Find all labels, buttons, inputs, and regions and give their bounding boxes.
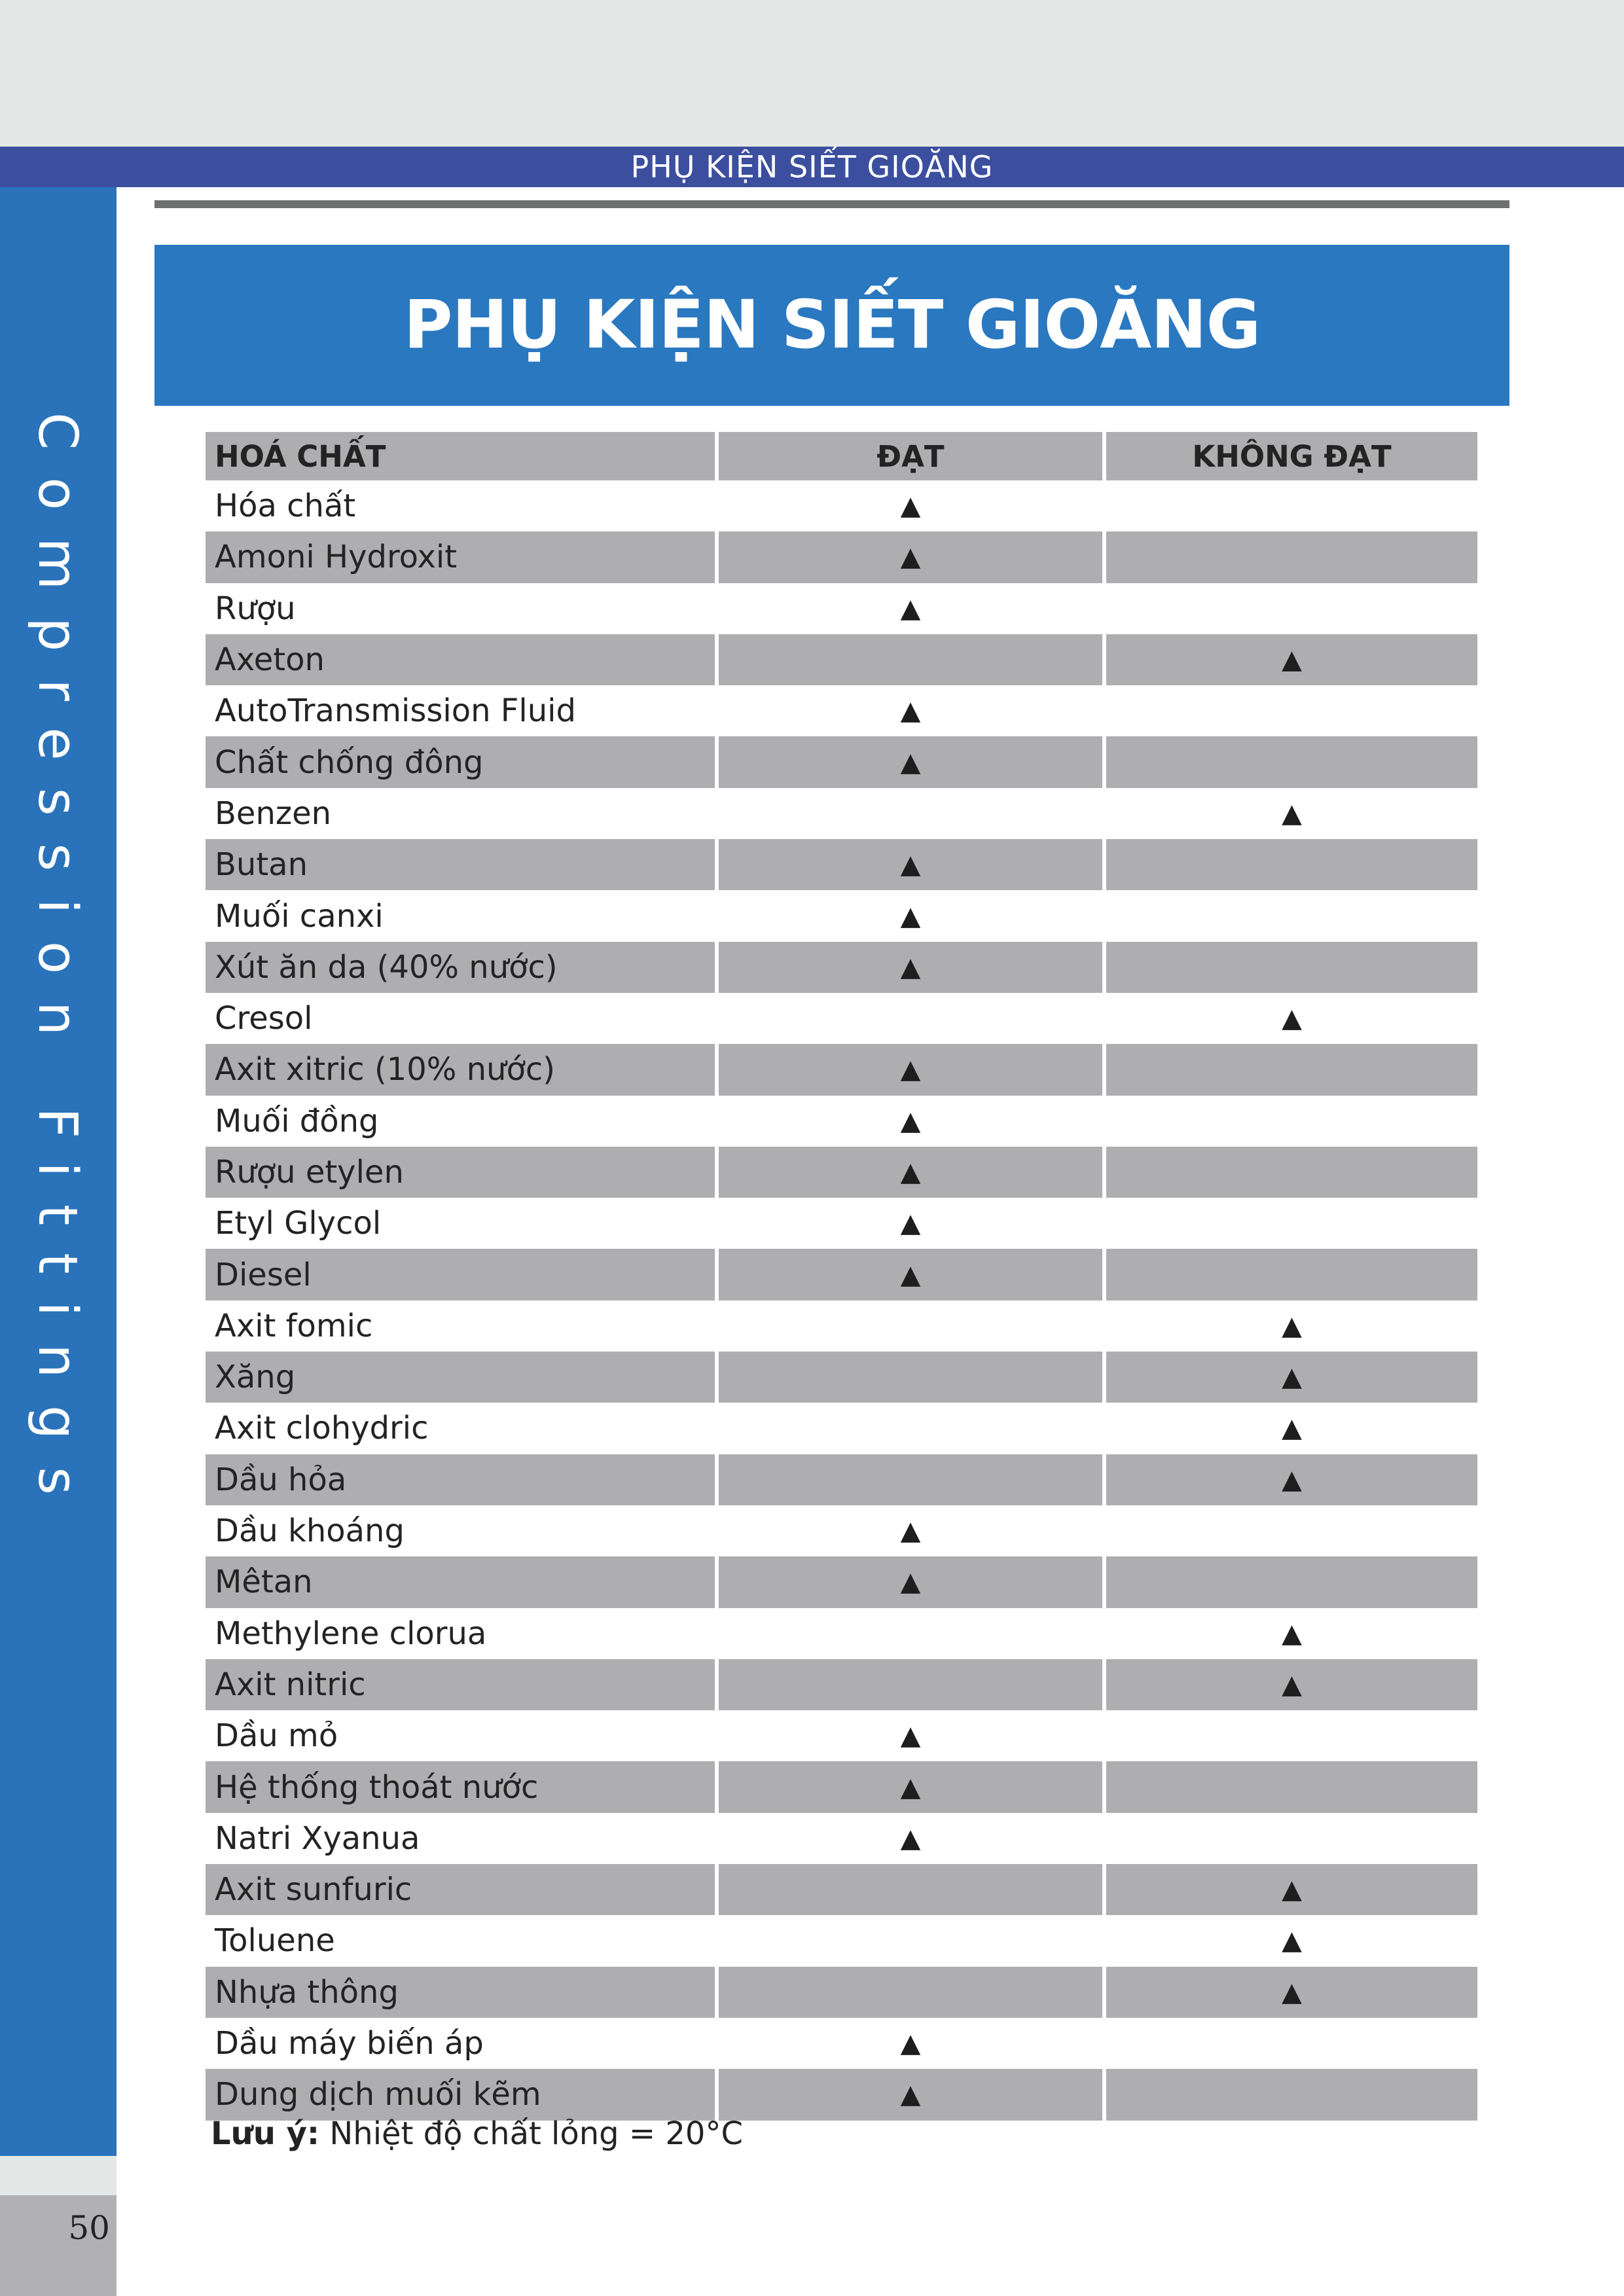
fail-cell	[1106, 1556, 1477, 1607]
chemical-name: Cresol	[215, 1000, 313, 1037]
fail-cell	[1106, 1864, 1477, 1915]
table-row	[206, 839, 1477, 890]
column-header-pass: ĐẠT	[719, 432, 1102, 480]
pass-cell	[719, 685, 1102, 736]
fail-cell	[1106, 736, 1477, 787]
pass-cell	[719, 634, 1102, 685]
triangle-mark-icon: ▲	[900, 1208, 921, 1239]
triangle-mark-icon: ▲	[900, 1105, 921, 1136]
table-row	[206, 583, 1477, 634]
pass-cell	[719, 1044, 1102, 1095]
triangle-mark-icon: ▲	[900, 491, 921, 522]
table-row	[206, 1710, 1477, 1761]
fail-cell	[1106, 2018, 1477, 2069]
top-band	[0, 0, 1624, 147]
triangle-mark-icon: ▲	[1282, 1003, 1302, 1034]
triangle-mark-icon: ▲	[900, 1516, 921, 1547]
table-row	[206, 890, 1477, 941]
table-row	[206, 1608, 1477, 1659]
table-row	[206, 480, 1477, 531]
table-row	[206, 1249, 1477, 1300]
table-row	[206, 993, 1477, 1044]
fail-cell	[1106, 839, 1477, 890]
chemical-name: Benzen	[215, 795, 332, 832]
fail-cell	[1106, 1813, 1477, 1864]
pass-cell	[719, 1864, 1102, 1915]
table-row	[206, 736, 1477, 787]
table-row	[206, 1147, 1477, 1198]
column-header-chemical: HOÁ CHẤT	[206, 432, 715, 480]
fail-cell	[1106, 1608, 1477, 1659]
triangle-mark-icon: ▲	[900, 1054, 921, 1085]
triangle-mark-icon: ▲	[900, 696, 921, 726]
chemical-name: Axit clohydric	[215, 1410, 429, 1447]
pass-cell	[719, 993, 1102, 1044]
table-row	[206, 2018, 1477, 2069]
chemical-name: Hóa chất	[215, 488, 356, 525]
chemical-name: Xút ăn da (40% nước)	[206, 942, 715, 993]
pass-cell	[719, 2018, 1102, 2069]
chemical-name: Mêtan	[206, 1556, 715, 1607]
chemical-resistance-table	[202, 432, 1481, 2121]
table-row	[206, 1352, 1477, 1403]
fail-cell	[1106, 1198, 1477, 1249]
fail-cell	[1106, 1403, 1477, 1454]
fail-cell	[1106, 2069, 1477, 2120]
chemical-name: Rượu etylen	[206, 1147, 715, 1198]
table-row	[206, 685, 1477, 736]
fail-cell	[1106, 1761, 1477, 1812]
table-row	[206, 1556, 1477, 1607]
chemical-name: Natri Xyanua	[215, 1820, 420, 1857]
fail-cell	[1106, 942, 1477, 993]
pass-cell	[719, 1096, 1102, 1147]
chemical-name: Axit nitric	[206, 1659, 715, 1710]
pass-cell	[719, 1813, 1102, 1864]
chemical-name: Methylene clorua	[215, 1615, 487, 1652]
triangle-mark-icon: ▲	[900, 2028, 921, 2059]
chemical-name: Muối canxi	[215, 897, 384, 935]
pass-cell	[719, 480, 1102, 531]
triangle-mark-icon: ▲	[1282, 798, 1302, 829]
triangle-mark-icon: ▲	[900, 593, 921, 624]
chemical-name: Axit sunfuric	[206, 1864, 715, 1915]
triangle-mark-icon: ▲	[1282, 1413, 1302, 1444]
fail-cell	[1106, 1915, 1477, 1966]
pass-cell	[719, 1967, 1102, 2018]
chemical-name: Nhựa thông	[206, 1967, 715, 2018]
fail-cell	[1106, 1147, 1477, 1198]
triangle-mark-icon: ▲	[900, 542, 921, 573]
chemical-name: Chất chống đông	[206, 736, 715, 787]
chemical-name: Butan	[206, 839, 715, 890]
triangle-mark-icon: ▲	[900, 1721, 921, 1751]
fail-cell	[1106, 1249, 1477, 1300]
fail-cell	[1106, 1044, 1477, 1095]
fail-cell	[1106, 1659, 1477, 1710]
triangle-mark-icon: ▲	[900, 1772, 921, 1803]
triangle-mark-icon: ▲	[900, 1157, 921, 1187]
fail-cell	[1106, 1352, 1477, 1403]
table-row	[206, 1300, 1477, 1352]
fail-cell	[1106, 634, 1477, 685]
fail-cell	[1106, 1300, 1477, 1352]
table-row	[206, 2069, 1477, 2120]
fail-cell	[1106, 480, 1477, 531]
chemical-name: Rượu	[215, 590, 296, 627]
pass-cell	[719, 583, 1102, 634]
pass-cell	[719, 1608, 1102, 1659]
chemical-name: Axit xitric (10% nước)	[206, 1044, 715, 1095]
triangle-mark-icon: ▲	[900, 850, 921, 880]
fail-cell	[1106, 993, 1477, 1044]
chemical-name: Axeton	[206, 634, 715, 685]
table-row	[206, 1967, 1477, 2018]
pass-cell	[719, 1300, 1102, 1352]
triangle-mark-icon: ▲	[1282, 1464, 1302, 1495]
table-row	[206, 1505, 1477, 1556]
chemical-name: Dầu mỏ	[215, 1717, 338, 1755]
triangle-mark-icon: ▲	[900, 1823, 921, 1854]
footnote-text: Nhiệt độ chất lỏng = 20°C	[319, 2115, 743, 2152]
running-header: PHỤ KIỆN SIẾT GIOĂNG	[0, 147, 1624, 187]
divider-rule	[154, 200, 1509, 208]
pass-cell	[719, 736, 1102, 787]
fail-cell	[1106, 890, 1477, 941]
table-header-row	[206, 432, 1477, 480]
pass-cell	[719, 1198, 1102, 1249]
fail-cell	[1106, 1096, 1477, 1147]
table-row	[206, 1915, 1477, 1966]
fail-cell	[1106, 1454, 1477, 1505]
table-row	[206, 1761, 1477, 1812]
triangle-mark-icon: ▲	[900, 1567, 921, 1598]
fail-cell	[1106, 685, 1477, 736]
chemical-name: Hệ thống thoát nước	[206, 1761, 715, 1812]
fail-cell	[1106, 1505, 1477, 1556]
triangle-mark-icon: ▲	[1282, 1926, 1302, 1956]
table-row	[206, 1403, 1477, 1454]
table-row	[206, 942, 1477, 993]
chemical-name: Xăng	[206, 1352, 715, 1403]
table-row	[206, 1096, 1477, 1147]
chemical-name: Amoni Hydroxit	[206, 531, 715, 583]
table-row	[206, 1044, 1477, 1095]
vertical-section-title: Compression Fittings	[26, 412, 88, 1522]
table-row	[206, 1659, 1477, 1710]
column-header-fail: KHÔNG ĐẠT	[1106, 432, 1477, 480]
chemical-name: Dầu khoáng	[215, 1513, 405, 1550]
triangle-mark-icon: ▲	[1282, 1618, 1302, 1649]
chemical-name: AutoTransmission Fluid	[215, 692, 576, 730]
chemical-name: Muối đồng	[215, 1102, 379, 1139]
pass-cell	[719, 1403, 1102, 1454]
pass-cell	[719, 788, 1102, 839]
chemical-name: Etyl Glycol	[215, 1205, 382, 1242]
pass-cell	[719, 1147, 1102, 1198]
triangle-mark-icon: ▲	[900, 901, 921, 931]
footnote-label: Lưu ý:	[211, 2115, 320, 2152]
side-strip-gap	[0, 2156, 117, 2195]
fail-cell	[1106, 1967, 1477, 2018]
fail-cell	[1106, 788, 1477, 839]
page-number: 50	[68, 2209, 110, 2247]
pass-cell	[719, 839, 1102, 890]
chemical-name: Toluene	[215, 1922, 335, 1960]
triangle-mark-icon: ▲	[1282, 1977, 1302, 2007]
triangle-mark-icon: ▲	[900, 952, 921, 982]
table-row	[206, 1813, 1477, 1864]
footnote	[211, 2115, 743, 2152]
pass-cell	[719, 942, 1102, 993]
triangle-mark-icon: ▲	[1282, 1362, 1302, 1393]
chemical-name: Axit fomic	[215, 1307, 373, 1344]
fail-cell	[1106, 1710, 1477, 1761]
pass-cell	[719, 1454, 1102, 1505]
pass-cell	[719, 1505, 1102, 1556]
pass-cell	[719, 1556, 1102, 1607]
pass-cell	[719, 890, 1102, 941]
triangle-mark-icon: ▲	[1282, 1669, 1302, 1700]
table-row	[206, 634, 1477, 685]
pass-cell	[719, 1352, 1102, 1403]
table-row	[206, 788, 1477, 839]
triangle-mark-icon: ▲	[900, 747, 921, 778]
table-row	[206, 1864, 1477, 1915]
chemical-name: Dung dịch muối kẽm	[206, 2069, 715, 2120]
pass-cell	[719, 1710, 1102, 1761]
triangle-mark-icon: ▲	[900, 1259, 921, 1290]
triangle-mark-icon: ▲	[1282, 1874, 1302, 1905]
chemical-name: Dầu hỏa	[206, 1454, 715, 1505]
pass-cell	[719, 531, 1102, 583]
pass-cell	[719, 1659, 1102, 1710]
triangle-mark-icon: ▲	[1282, 1310, 1302, 1341]
table-row	[206, 531, 1477, 583]
triangle-mark-icon: ▲	[900, 2079, 921, 2110]
table-row	[206, 1454, 1477, 1505]
fail-cell	[1106, 583, 1477, 634]
pass-cell	[719, 2069, 1102, 2120]
chemical-name: Diesel	[206, 1249, 715, 1300]
fail-cell	[1106, 531, 1477, 583]
triangle-mark-icon: ▲	[1282, 645, 1302, 675]
chemical-name: Dầu máy biến áp	[215, 2025, 484, 2062]
table-row	[206, 1198, 1477, 1249]
pass-cell	[719, 1249, 1102, 1300]
pass-cell	[719, 1915, 1102, 1966]
page-title: PHỤ KIỆN SIẾT GIOĂNG	[154, 245, 1509, 406]
pass-cell	[719, 1761, 1102, 1812]
